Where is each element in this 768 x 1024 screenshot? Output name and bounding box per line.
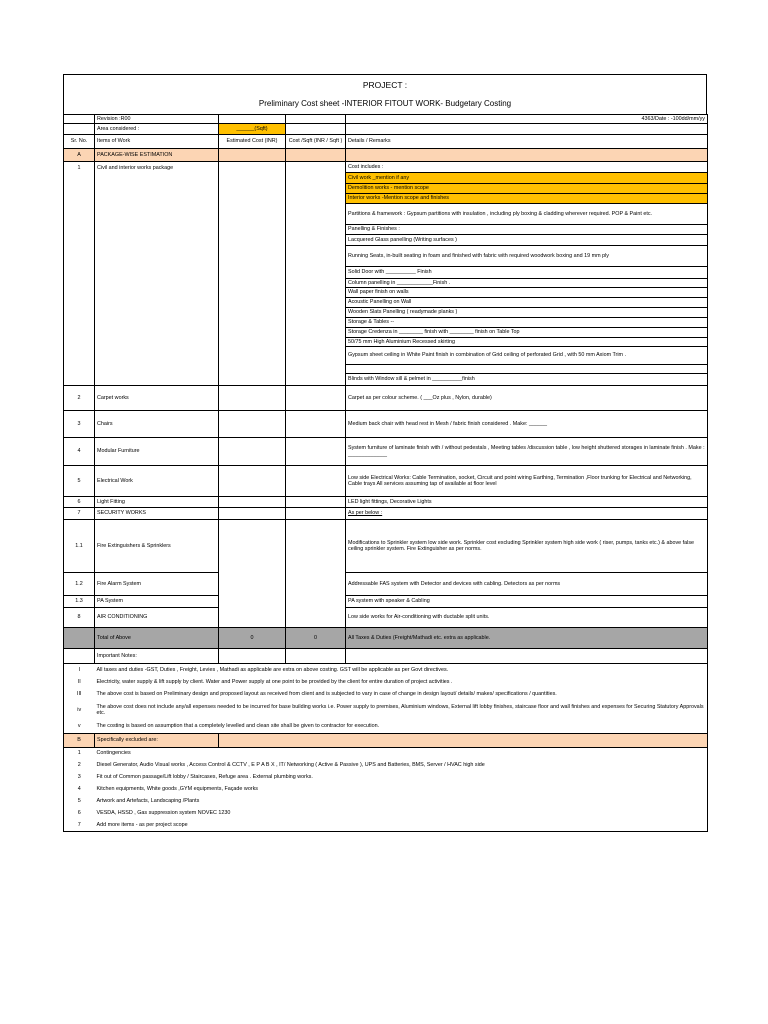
note-text: All taxes and duties -GST, Duties , Freight, Levies , Mathadi as applicable are extra on above costing. GST will be applicable as per Govt directives. [95,664,708,676]
row-5-no: 5 [64,466,95,497]
note-text: The above cost does not include any/all expenses needed to be incurred for base building works i.e. Power supply to premises, Aluminium windows, External lift lobby finishes, staircase floor and wall finishes and expenses for Securing Statutory Approvals etc. [95,700,708,720]
row-8-no: 8 [64,608,95,628]
row-1-detail: Acoustic Panelling on Wall [346,298,708,308]
section-b-label: Specifically excluded are: [95,734,219,748]
row-5-details: Low side Electrical Works: Cable Termination, socket, Circuit and point wiring Earthing, Termination ,Floor trunking for Electrical and Networking, Cable trays All services assuming tap of available at floor level [346,466,708,497]
row-1-detail: Solid Door with __________ Finish [346,267,708,279]
exclusion-text: Diesel Generator, Audio Visual works , Access Control & CCTV , E P A B X , IT/ Networking ( Active & Passive ), UPS and Batteries, BMS, Server / HVAC high side [95,759,708,771]
row-1-detail: Storage & Tables -- [346,318,708,328]
exclusion-no: 1 [64,748,95,759]
section-a-label: PACKAGE-WISE ESTIMATION [95,149,219,162]
row-6-details: LED light fittings, Decorative Lights [346,497,708,508]
row-2-item: Carpet works [95,386,219,411]
col-cost-sqft: Cost /Sqft (INR / Sqft ) [286,135,346,149]
row-4-item: Modular Furniture [95,438,219,466]
exclusion-no: 3 [64,771,95,783]
note-text: Electricity, water supply & lift supply by client. Water and Power supply at one point to be provided by the client for entire duration of project activities . [95,676,708,688]
row-4-details: System furniture of laminate finish with / without pedestals , Meeting tables /discussion table , low height shuttered storages in laminate finish . Make : _____________ [346,438,708,466]
note-text: The above cost is based on Preliminary design and proposed layout as received from client and is subjected to vary in case of change in design layout/ details/ makes/ specifications / quantities. [95,688,708,700]
exclusion-text: Contingencies [95,748,708,759]
row-7-1-item: Fire Extinguishers & Sprinklers [95,520,219,573]
exclusion-text: Add more items - as per project scope [95,819,708,831]
row-1-item: Civil and interior works package [95,162,219,386]
row-1-detail: Panelling & Finishes : [346,225,708,235]
exclusions-list [63,748,708,832]
exclusion-text: Fit out of Common passage/Lift lobby / Staircases, Refuge area . External plumbing works. [95,771,708,783]
project-title: PROJECT : [362,80,408,90]
row-7-item: SECURITY WORKS [95,508,219,520]
notes-title: Important Notes: [95,649,219,664]
cost-sheet [63,74,707,832]
row-7-1-no: 1.1 [64,520,95,573]
note-no: v [64,720,95,733]
col-details: Details / Remarks [346,135,708,149]
row-1-detail: Civil work _mention if any [346,173,708,184]
row-1-detail: Gypsum sheet ceiling in White Paint finish in combination of Grid ceiling of perforated Grid , with 50 mm Axiom Trim . [346,347,708,365]
exclusion-no: 5 [64,795,95,807]
area-label: Area considered : [95,124,219,135]
row-1-detail: Interior works -Mention scope and finishes [346,194,708,204]
row-7-2-item: Fire Alarm System [95,573,219,596]
sheet-subtitle: Preliminary Cost sheet -INTERIOR FITOUT WORK- Budgetary Costing [258,99,512,108]
row-3-details: Medium back chair with head rest in Mesh / fabric finish considered . Make: ______ [346,411,708,438]
row-8-details: Low side works for Air-conditioning with ductable split units. [346,608,708,628]
row-5-item: Electrical Work [95,466,219,497]
row-1-detail: Wooden Slats Panelling ( readymade planks ) [346,308,708,318]
row-1-detail: Column panelling in ____________Finish . [346,279,708,288]
exclusion-text: VESDA, HSSD , Gas suppression system NOVEC 1230 [95,807,708,819]
exclusion-text: Artwork and Artefacts, Landscaping /Plants [95,795,708,807]
revision: Revision :R00 [95,115,219,124]
section-b-no: B [64,734,95,748]
exclusions-table [63,733,708,748]
row-1-detail: Blinds with Window sill & pelmet in __________finish [346,374,708,386]
row-2-details: Carpet as per colour scheme. ( ___Oz plus , Nylon, durable) [346,386,708,411]
row-1-detail: Partitions & framework : Gypsum partitions with insulation , including ply boxing & cladding wherever required. POP & Paint etc. [346,204,708,225]
row-1-detail: Storage Credenza in ________ finish with ________ finish on Table Top [346,328,708,338]
row-2-no: 2 [64,386,95,411]
area-value: ______(Sqft) [219,124,286,135]
col-est: Estimated Cost (INR) [219,135,286,149]
exclusion-no: 7 [64,819,95,831]
row-1-detail: Lacquered Glass panelling (Writing surfaces ) [346,235,708,246]
row-6-no: 6 [64,497,95,508]
row-7-3-no: 1.3 [64,596,95,608]
row-1-detail: Cost includes : [346,162,708,173]
note-no: iv [64,700,95,720]
row-1-no: 1 [64,162,95,386]
row-4-no: 4 [64,438,95,466]
exclusion-text: Kitchen equipments, White goods ,GYM equipments, Façade works [95,783,708,795]
row-1-detail [346,365,708,374]
row-1-detail: 50/75 mm High Aluminium Recessed skirting [346,338,708,347]
row-7-3-item: PA System [95,596,219,608]
row-3-no: 3 [64,411,95,438]
col-items: Items of Work [95,135,219,149]
section-a-no: A [64,149,95,162]
notes-table [63,664,708,733]
row-7-1-details: Modifications to Sprinkler system low side work. Sprinkler cost excluding Sprinkler system high side work ( riser, pumps, tanks etc.) & above false ceiling sprinkler system. Fire Extinguisher as per norms. [346,520,708,573]
exclusion-no: 4 [64,783,95,795]
note-no: I [64,664,95,676]
row-7-details: As per below : [346,508,708,520]
row-1-detail: Wall paper finish on walls [346,288,708,298]
exclusion-no: 6 [64,807,95,819]
total-remark: All Taxes & Duties (Freight/Mathadi etc. extra as applicable. [346,628,708,649]
note-no: III [64,688,95,700]
row-1-detail: Demolition works - mention scope [346,184,708,194]
sheet-header [63,74,707,114]
total-est: 0 [219,628,286,649]
row-7-2-details: Addressable FAS system with Detector and devices with cabling. Detectors as per norms [346,573,708,596]
total-label: Total of Above [95,628,219,649]
note-no: II [64,676,95,688]
exclusion-no: 2 [64,759,95,771]
row-6-item: Light Fitting [95,497,219,508]
row-7-no: 7 [64,508,95,520]
note-text: The costing is based on assumption that a completely levelled and clean site shall be given to contractor for execution. [95,720,708,733]
date: 4363/Date : -100dd/mm/yy [346,115,708,124]
cost-table [63,114,708,664]
row-7-2-no: 1.2 [64,573,95,596]
row-8-item: AIR CONDITIONING [95,608,219,628]
col-sr: Sr. No. [64,135,95,149]
total-sqft: 0 [286,628,346,649]
row-1-detail: Running Seats, in-built seating in foam and finished with fabric with required woodwork boxing and 19 mm ply [346,246,708,267]
row-3-item: Chairs [95,411,219,438]
row-7-3-details: PA system with speaker & Cabling [346,596,708,608]
